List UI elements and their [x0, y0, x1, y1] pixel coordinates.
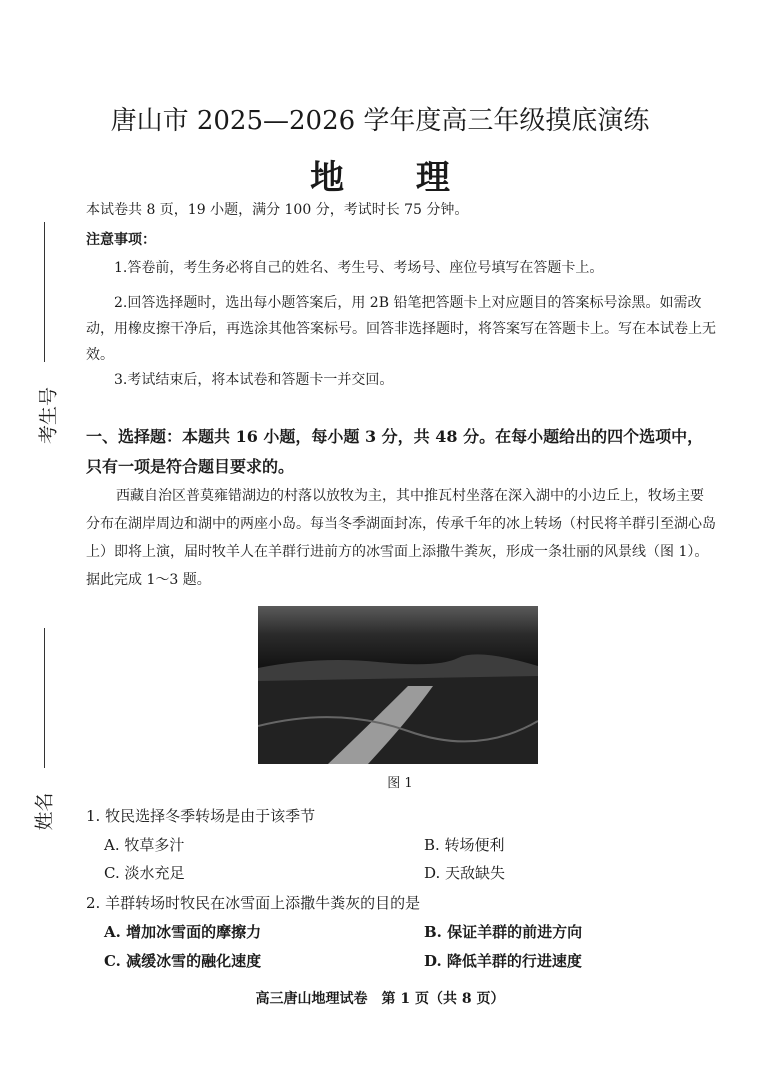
note-item-1: 1.答卷前，考生务必将自己的姓名、考生号、考场号、座位号填写在答题卡上。: [114, 260, 604, 276]
question-1-stem: 1. 牧民选择冬季转场是由于该季节: [86, 807, 316, 825]
q2-option-b: B. 保证羊群的前进方向: [424, 923, 583, 941]
q1-option-d: D. 天敌缺失: [424, 864, 506, 882]
q2-option-d: D. 降低羊群的行进速度: [424, 952, 582, 970]
exam-number-line: [44, 222, 45, 362]
note-item-2: 2.回答选择题时，选出每小题答案后，用 2B 铅笔把答题卡上对应题目的答案标号涂黑。如需改动，用橡皮擦干净后，再选涂其他答案标号。回答非选择题时，将答案写在答题卡上。写在本试卷上无效。: [86, 295, 716, 363]
note-item-3: 3.考试结束后，将本试卷和答题卡一并交回。: [114, 372, 394, 388]
question-2-stem: 2. 羊群转场时牧民在冰雪面上添撒牛粪灰的目的是: [86, 894, 421, 912]
figure-1-caption: 图 1: [387, 776, 413, 791]
q1-option-a: A. 牧草多汁: [104, 836, 185, 854]
figure-1-photo: [258, 606, 538, 764]
page-footer: 高三唐山地理试卷 第 1 页（共 8 页）: [255, 991, 505, 1007]
q1-option-b: B. 转场便利: [424, 836, 505, 854]
q1-option-c: C. 淡水充足: [104, 864, 185, 882]
section-heading: 一、选择题：本题共 16 小题，每小题 3 分，共 48 分。在每小题给出的四个选项中，只有一项是符合题目要求的。: [86, 427, 704, 476]
subject-title: 地 理: [310, 158, 480, 198]
notes-heading: 注意事项：: [86, 232, 156, 248]
q2-option-c: C. 减缓冰雪的融化速度: [104, 952, 262, 970]
exam-title: 唐山市 2025—2026 学年度高三年级摸底演练: [110, 106, 650, 136]
name-line: [44, 628, 45, 768]
name-label: 姓名: [33, 792, 56, 831]
exam-intro: 本试卷共 8 页，19 小题，满分 100 分，考试时长 75 分钟。: [86, 202, 469, 218]
passage: 西藏自治区普莫雍错湖边的村落以放牧为主，其中推瓦村坐落在深入湖中的小边丘上，牧场主要分布在湖岸周边和湖中的两座小岛。每当冬季湖面封冻，传承千年的冰上转场（村民将羊群引至湖心岛上）即将上演，届时牧羊人在羊群行进前方的冰雪面上添撒牛粪灰，形成一条壮丽的风景线（图 1）。据此完成 1～3 题。: [86, 488, 716, 588]
q2-option-a: A. 增加冰雪面的摩擦力: [104, 923, 262, 941]
exam-number-label: 考生号: [37, 387, 60, 445]
